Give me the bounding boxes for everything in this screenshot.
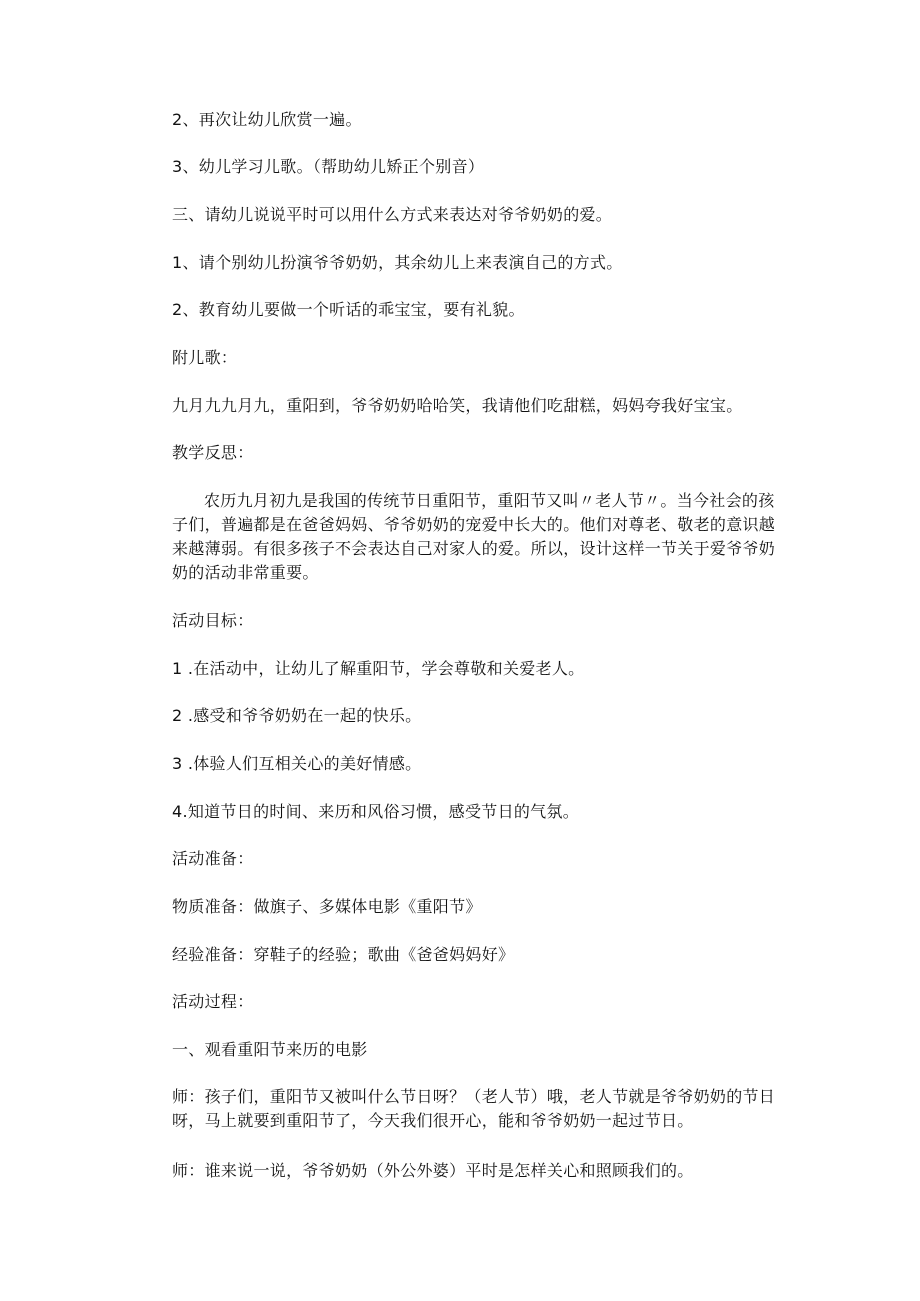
section-heading: 活动目标： <box>172 611 254 630</box>
teacher-paragraph: 师：孩子们，重阳节又被叫什么节日呀？（老人节）哦，老人节就是爷爷奶奶的节日呀，马上就要到重阳节了，今天我们很开心，能和爷爷奶奶一起过节日。 <box>172 1087 776 1130</box>
text-line: 教学反思： <box>172 443 254 462</box>
text-line: 3、幼儿学习儿歌。（帮助幼儿矫正个别音） <box>172 157 485 176</box>
list-item: 2 .感受和爷爷奶奶在一起的快乐。 <box>172 706 422 725</box>
text-line: 物质准备：做旗子、多媒体电影《重阳节》 <box>172 897 482 916</box>
text-line: 2、再次让幼儿欣赏一遍。 <box>172 110 362 129</box>
text-line: 1、请个别幼儿扮演爷爷奶奶，其余幼儿上来表演自己的方式。 <box>172 253 623 272</box>
text-line: 三、请幼儿说说平时可以用什么方式来表达对爷爷奶奶的爱。 <box>172 205 613 224</box>
reflection-paragraph: 农历九月初九是我国的传统节日重阳节，重阳节又叫〃老人节〃。当今社会的孩子们，普遍都是在爸爸妈妈、爷爷奶奶的宠爱中长大的。他们对尊老、敬老的意识越来越薄弱。有很多孩子不会表达自己对家人的爱。所以，设计这样一节关于爱爷爷奶奶的活动非常重要。 <box>172 491 776 582</box>
text-line: 一、观看重阳节来历的电影 <box>172 1040 368 1059</box>
section-heading: 活动准备： <box>172 849 254 868</box>
list-item: 1 .在活动中，让幼儿了解重阳节，学会尊敬和关爱老人。 <box>172 659 585 678</box>
list-item: 4.知道节日的时间、来历和风俗习惯，感受节日的气氛。 <box>172 802 580 821</box>
text-line: 2、教育幼儿要做一个听话的乖宝宝，要有礼貌。 <box>172 300 525 319</box>
teacher-paragraph: 师：谁来说一说，爷爷奶奶（外公外婆）平时是怎样关心和照顾我们的。 <box>172 1161 694 1180</box>
text-line: 附儿歌： <box>172 348 238 367</box>
section-heading: 活动过程： <box>172 992 254 1011</box>
text-line: 九月九九月九，重阳到，爷爷奶奶哈哈笑，我请他们吃甜糕，妈妈夸我好宝宝。 <box>172 396 743 415</box>
list-item: 3 .体验人们互相关心的美好情感。 <box>172 754 422 773</box>
text-line: 经验准备：穿鞋子的经验；歌曲《爸爸妈妈好》 <box>172 945 515 964</box>
